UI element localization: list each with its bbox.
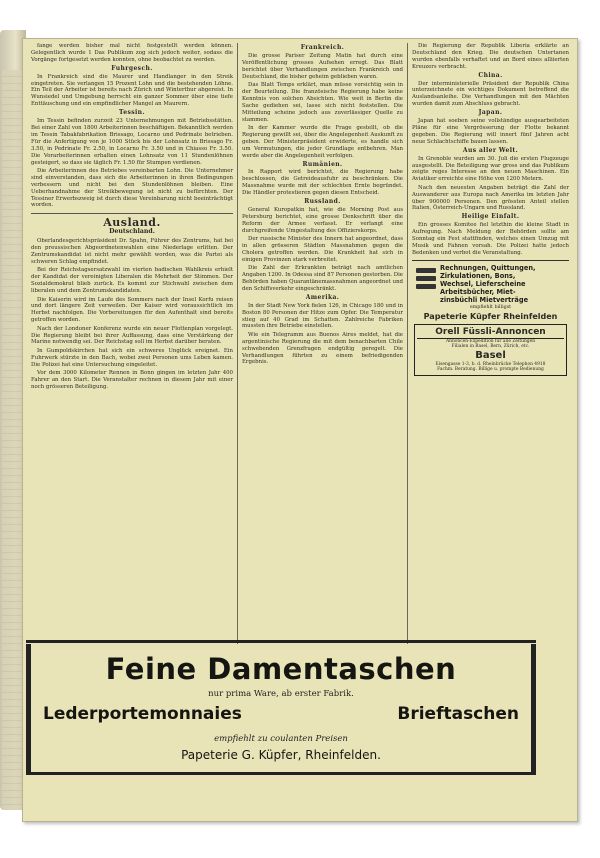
section-heading: Amerika. [305, 293, 340, 301]
article-text: Wie ein Telegramm aus Buenos Aires meldet, hat die argentinische Regierung die mit dem benachbarten Chile schwebenden Grenzfragen endgültig geregelt. Die Verhandlungen führten zu einem befriedigenden Ergebnis. [242, 331, 403, 366]
article-text: Der interministerielle Präsident der Republik China unterzeichnete ein wichtiges Dokument betreffend die Auslandsanleihe. Die Verhandlungen mit den Mächten wurden damit zum Abschluss gebracht. [412, 80, 569, 108]
advert-line: Wechsel, Lieferscheine [440, 279, 526, 288]
banner-advert [26, 644, 536, 775]
article-text: Ein grosses Komitee fiel letzthin die kleine Stadt in Aufregung. Nach Meldung der Behörden sollte am Sonntag ein Fest stattfinden, welches einen Umzug mit Musik und Fahnen vorsah. Die Polizei hatte jedoch Bedenken und verbot die Veranstaltung. [412, 222, 569, 256]
article-text: Die Kaiserin wird im Laufe des Sommers nach der Insel Korfu reisen und dort längere Zeit verweilen. Der Kaiser wird voraussichtlich im Herbst nachfolgen. Die Vorbereitungen für den Aufenthalt sind bereits getroffen worden. [31, 296, 233, 324]
article-text: Das Blatt Temps erklärt, man müsse vorsichtig sein in der Beurteilung. Die französische Regierung habe keine Kenntnis von solchen Absichten. Wie weit in Berlin die Sache gediehen sei, lasse sich nicht feststellen. Die Mitteilung scheine jedoch aus zuverlässiger Quelle zu stammen. [242, 82, 403, 123]
article-text: Die Arbeiterinnen des Betriebes vereinbarten Lohn. Die Unternehmer sind einverstanden, dass sich die Arbeiterinnen in ihren Bedingungen verbessern und nicht bei den Stundenlöhnen bleiben. Eine Ueberhandnahme der Streikbewegung ist nicht zu befürchten. Der Tessiner Erwerbszweig ist durch diese Vereinbarung nicht beeinträchtigt worden. [31, 167, 233, 209]
section-subtitle: Deutschland. [109, 228, 155, 236]
article-text: In der Stadt New York fielen 126, in Chicago 180 und in Boston 80 Personen der Hitze zum Opfer. Die Temperatur stieg auf 40 Grad im Schatten. Zahlreiche Fabriken mussten ihre Betriebe einstellen. [242, 302, 403, 330]
spine-strip [2, 70, 22, 810]
advert-foot: empfiehlt billigst [469, 304, 512, 310]
advert-small: Filialen in Basel, Bern, Zürich, etc. [451, 344, 530, 350]
article-text: General Kuropatkin hat, wie die Morning Post aus Petersburg berichtet, eine grosse Denkschrift über die Reform der Armee verfasst. Er verlangt eine durchgreifende Umgestaltung des Offizierskorps. [242, 206, 403, 234]
article-text: Nach der Londoner Konferenz wurde ein neuer Flottenplan vorgelegt. Die Regierung bleibt bei ihrer Auffassung, dass eine Verstärkung der Marine notwendig sei. Der Reichstag soll im Herbst darüber beraten. [31, 325, 233, 346]
article-text: Die Regierung der Republik Liberia erklärte an Deutschland den Krieg. Die deutschen Untertanen wurden ebenfalls verhaftet und an Bord eines alliierten Kreuzers verbracht. [412, 43, 569, 70]
advert-small: Fachm. Beratung. Billige u. prompte Bedienung [437, 367, 544, 373]
advert-line: Zirkulationen, Bons, [440, 271, 516, 280]
article-text: Oberlandesgerichtspräsident Dr. Spahn, Führer des Zentrums, hat bei den preussischen Abgeordnetenwahlen eine Niederlage erlitten. Der Zentrumskandidat ist nicht mehr gewählt worden, was die Partei als schweren Schlag empfindet. [31, 238, 233, 265]
section-heading: Japan. [478, 109, 503, 117]
banner-subtitle: nur prima Ware, ab erster Fabrik. [208, 689, 354, 699]
article-text: Nach den neuesten Angaben beträgt die Zahl der Auswanderer aus Europa nach Amerika im letzten Jahr über 900000 Personen. Den grössten Anteil stellen Italien, Österreich-Ungarn und Russland. [412, 184, 569, 212]
advert-orell-fuessli [414, 324, 567, 376]
advert-city: Basel [475, 349, 506, 361]
advert-line: Arbeitsbücher, Miet- [440, 287, 516, 296]
pen-icon [412, 264, 440, 298]
banner-firm: Papeterie G. Küpfer, Rheinfelden. [181, 748, 381, 762]
article-text: fange werden bisher mal nicht festgestellt werden können. Gelegentlich wurde 1 Das Publikum zog sich jedoch weiter, sodass die Vorgänge fortgesetzt werden konnten, ohne beobachtet zu werden. [31, 43, 233, 63]
column-2 [237, 43, 407, 681]
section-heading: Frankreich. [300, 44, 345, 51]
article-text: In Rapport wird berichtet, die Regierung habe beschlossen, die Getreideausfuhr zu beschränken. Die Massnahme wurde mit der schlechten Ernte begründet. Die Händler protestieren gegen diesen Entscheid. [242, 169, 403, 197]
article-text: Die Zahl der Erkrankten beträgt nach amtlichen Angaben 1200. In Odessa sind 87 Personen gestorben. Die Behörden haben Quarantänemassnahmen angeordnet und den Schiffsverkehr eingeschränkt. [242, 265, 403, 292]
section-heading: Heilige Einfalt. [461, 213, 520, 221]
advert-line: zinsbüchli Mietverträge [440, 295, 529, 304]
advert-brand: Papeterie Küpfer Rheinfelden [423, 311, 558, 321]
article-text: In der Kammer wurde die Frage gestellt, ob die Regierung gewillt sei, über die Angelegenheit Auskunft zu geben. Der Ministerpräsident erwiderte, es handle sich um Vermutungen, die jeder Grundlage entbehren. Man werde aber die Angelegenheit verfolgen. [242, 124, 403, 159]
article-text: Japan hat soeben seine vollständige ausgearbeiteten Pläne für eine Vergrösserung der Flotte bekannt gegeben. Die Regierung will innert fünf Jahren acht neue Schlachtschiffe bauen lassen. [412, 118, 569, 145]
advert-small: Annoncen-Expedition für alle Zeitungen [445, 338, 536, 344]
section-heading: Rumänien. [302, 160, 343, 168]
article-text: Bei der Reichstagsersatzwahl im vierten badischen Wahlkreis erhielt der Kandidat der vereinigten Liberalen die Mehrheit der Stimmen. Der Sozialdemokrat blieb zurück. Es kommt zur Stichwahl zwischen dem liberalen und dem Zentrumskandidaten. [31, 267, 233, 295]
advert-title: Orell Füssli-Annoncen [417, 327, 564, 339]
section-heading: China. [478, 71, 503, 79]
section-heading: Aus aller Welt. [462, 146, 519, 154]
article-text: Im Tessin befinden zurzeit 23 Unternehmungen mit Betriebsstätten. Bei einer Zahl von 1800 Arbeiterinnen beschäftigen. Bekanntlich werden im Tessin Tabakfabrikation Brissago, Locarno und Pedrinate betrieben. Für die Anfertigung von je 1000 Stück bis der Lohnsatz in Brissago Fr. 3.50, in Pedrinate Fr. 2.50, in Locarno Fr. 3.50 und in Chiasso Fr. 3.50. Die Vorarbeiterinnen erhalten einen Lohnsatz von 11 Stundenlöhnen gesteigert, so dass sie täglich Fr. 1.50 für Stumpen verdienen. [31, 118, 233, 166]
section-heading: Tessin. [119, 109, 145, 117]
section-heading: Fuhrgesch. [111, 64, 153, 72]
banner-right-item: Brieftaschen [397, 704, 519, 724]
article-text: Vor dem 3000 Kilometer Rennen in Bonn gingen im letzten Jahr 400 Fahrer an den Start. Die Veranstalter rechnen in diesem Jahr mit einer noch grösseren Beteiligung. [31, 370, 233, 390]
article-text: In Grenoble wurden am 30. Juli die ersten Flugzeuge ausgestellt. Die Beteiligung war gross und das Publikum zeigte reges Interesse an den neuen Maschinen. Ein Aviatiker erreichte eine Höhe von 1200 Metern. [412, 155, 569, 183]
banner-left-item: Lederportemonnaies [43, 704, 242, 724]
banner-recommendation: empfiehlt zu coulanten Preisen [214, 734, 348, 744]
advert-rechnungen [412, 260, 569, 304]
section-heading: Russland. [304, 198, 341, 206]
section-title-ausland: Ausland. [31, 213, 233, 229]
advert-small: Eisengasse 1-3, b. d. Rheinbrücke Telephon 4918 [435, 361, 546, 367]
banner-title: Feine Damentaschen [105, 652, 457, 686]
article-text: In Frankreich sind die Maurer und Handlanger in den Streik eingetreten. Sie verlangen 15 Prozent Lohn und die bestehenden Löhne. Ein Teil der Arbeiter ist bereits nach Zürich und Winterthur abgereist. In Wunsiedel und Umgebung herrscht ein ganzer Sommer über eine tiefe Enttäuschung und ein empfindlicher Mangel an Maurern. [31, 73, 233, 108]
column-1 [27, 43, 237, 681]
column-3 [407, 43, 573, 681]
article-text: Der russische Minister des Innern hat angeordnet, dass in allen grösseren Städten Massnahmen gegen die Cholera getroffen werden. Die Krankheit hat sich in einigen Provinzen stark verbreitet. [242, 236, 403, 263]
text-columns [27, 43, 573, 681]
article-text: In Gumpoldskirchen hat sich ein schweres Unglück ereignet. Ein Fuhrwerk stürzte in den Bach, wobei zwei Personen ums Leben kamen. Die Polizei hat eine Untersuchung eingeleitet. [31, 347, 233, 368]
article-text: Die grosse Pariser Zeitung Matin hat durch eine Veröffentlichung grosses Aufsehen erregt. Das Blatt berichtet über Verhandlungen zwischen Frankreich und Deutschland, die bisher geheim geblieben waren. [242, 52, 403, 80]
advert-line: Rechnungen, Quittungen, [440, 263, 536, 272]
advert-list [440, 264, 536, 304]
